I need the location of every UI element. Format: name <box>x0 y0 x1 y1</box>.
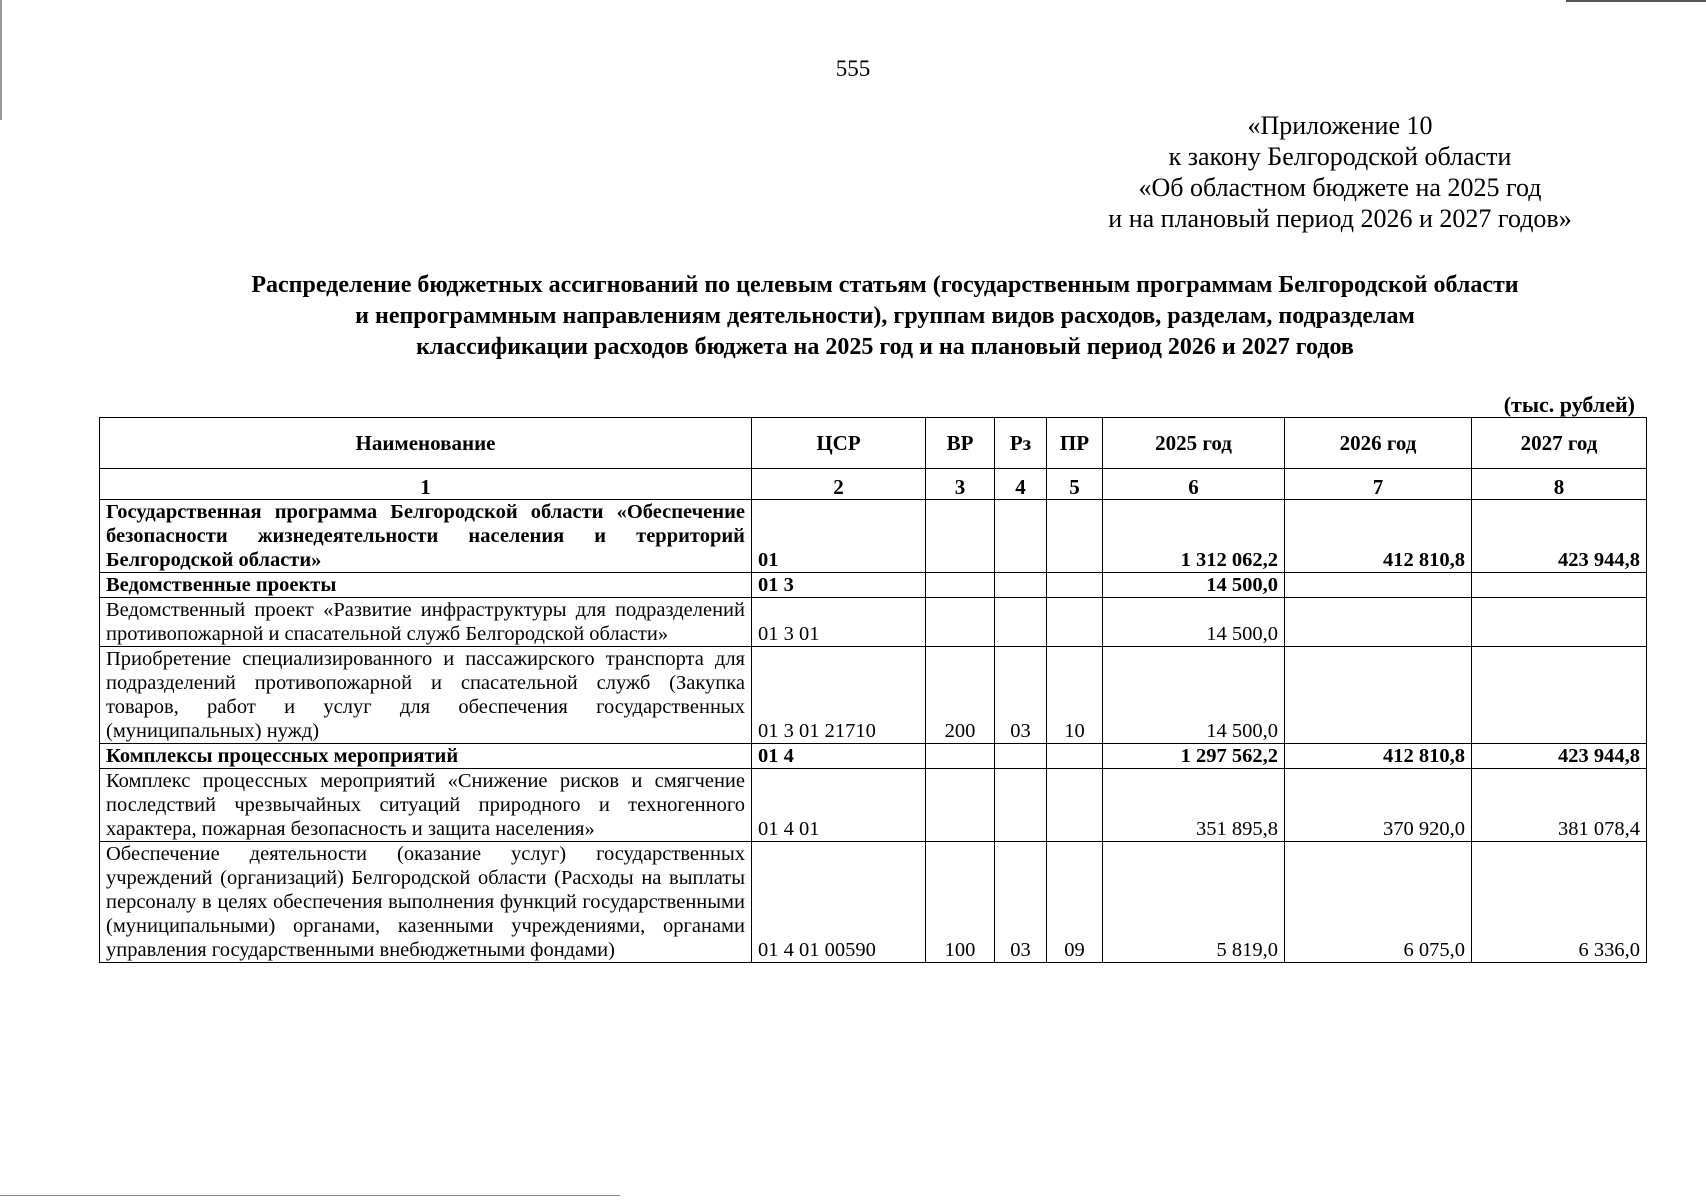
cell-name: Государственная программа Белгородской области «Обеспечение безопасности жизнедеятельности населения и территорий Белгородской области» <box>100 500 752 573</box>
column-number: 2 <box>752 469 926 500</box>
header-pr: ПР <box>1047 418 1103 469</box>
cell-csr: 01 <box>752 500 926 573</box>
cell-2025: 14 500,0 <box>1103 647 1285 744</box>
cell-2027: 6 336,0 <box>1472 842 1647 963</box>
table-row <box>100 573 1647 598</box>
appendix-line: к закону Белгородской области <box>1168 142 1512 171</box>
title-line: Распределение бюджетных ассигнований по целевым статьям (государственным программам Белгородской области <box>251 272 1519 298</box>
table-row <box>100 769 1647 842</box>
cell-csr: 01 3 01 21710 <box>752 647 926 744</box>
cell-csr: 01 4 01 00590 <box>752 842 926 963</box>
header-name: Наименование <box>100 418 752 469</box>
cell-2026 <box>1285 573 1472 598</box>
cell-rz <box>995 500 1047 573</box>
budget-table <box>99 417 1647 963</box>
cell-vr: 200 <box>926 647 995 744</box>
title-line: и непрограммным направлениям деятельности), группам видов расходов, разделам, подразделам <box>355 303 1415 329</box>
document-title <box>160 270 1610 363</box>
cell-2026: 412 810,8 <box>1285 500 1472 573</box>
column-number: 6 <box>1103 469 1285 500</box>
cell-vr <box>926 573 995 598</box>
header-rz: Рз <box>995 418 1047 469</box>
cell-2026 <box>1285 647 1472 744</box>
units-label: (тыс. рублей) <box>1503 392 1635 417</box>
cell-2026: 6 075,0 <box>1285 842 1472 963</box>
column-number: 4 <box>995 469 1047 500</box>
header-2026: 2026 год <box>1285 418 1472 469</box>
table-row <box>100 744 1647 769</box>
cell-name: Ведомственный проект «Развитие инфраструктуры для подразделений противопожарной и спасательной служб Белгородской области» <box>100 598 752 647</box>
cell-pr: 09 <box>1047 842 1103 963</box>
cell-2025: 5 819,0 <box>1103 842 1285 963</box>
cell-vr <box>926 769 995 842</box>
cell-pr <box>1047 744 1103 769</box>
cell-2025: 14 500,0 <box>1103 573 1285 598</box>
cell-name: Комплекс процессных мероприятий «Снижение рисков и смягчение последствий чрезвычайных ситуаций природного и техногенного характера, пожарная безопасность и защита населения» <box>100 769 752 842</box>
scan-edge-top-right <box>1566 0 1706 2</box>
column-number: 7 <box>1285 469 1472 500</box>
appendix-line: «Приложение 10 <box>1247 111 1433 140</box>
column-number-row <box>100 469 1647 500</box>
cell-2027 <box>1472 647 1647 744</box>
cell-pr <box>1047 769 1103 842</box>
table-row <box>100 598 1647 647</box>
cell-csr: 01 4 <box>752 744 926 769</box>
cell-2027 <box>1472 598 1647 647</box>
cell-csr: 01 3 <box>752 573 926 598</box>
header-csr: ЦСР <box>752 418 926 469</box>
cell-csr: 01 3 01 <box>752 598 926 647</box>
appendix-line: и на плановый период 2026 и 2027 годов» <box>1108 204 1572 233</box>
cell-vr <box>926 744 995 769</box>
cell-2027: 423 944,8 <box>1472 500 1647 573</box>
table-row <box>100 647 1647 744</box>
cell-rz: 03 <box>995 842 1047 963</box>
cell-2025: 1 312 062,2 <box>1103 500 1285 573</box>
cell-rz <box>995 598 1047 647</box>
column-number: 8 <box>1472 469 1647 500</box>
cell-2026: 412 810,8 <box>1285 744 1472 769</box>
cell-name: Приобретение специализированного и пассажирского транспорта для подразделений противопожарной и спасательной служб (Закупка товаров, работ и услуг для обеспечения государственных (муниципальных) нужд) <box>100 647 752 744</box>
cell-vr: 100 <box>926 842 995 963</box>
cell-2027: 381 078,4 <box>1472 769 1647 842</box>
column-number: 5 <box>1047 469 1103 500</box>
table-header-row <box>100 418 1647 469</box>
appendix-reference <box>1040 110 1640 234</box>
cell-pr: 10 <box>1047 647 1103 744</box>
cell-2025: 1 297 562,2 <box>1103 744 1285 769</box>
table-row <box>100 842 1647 963</box>
cell-2025: 351 895,8 <box>1103 769 1285 842</box>
column-number: 3 <box>926 469 995 500</box>
cell-2025: 14 500,0 <box>1103 598 1285 647</box>
cell-rz <box>995 573 1047 598</box>
cell-csr: 01 4 01 <box>752 769 926 842</box>
cell-name: Комплексы процессных мероприятий <box>100 744 752 769</box>
cell-2026 <box>1285 598 1472 647</box>
cell-pr <box>1047 598 1103 647</box>
cell-pr <box>1047 573 1103 598</box>
cell-vr <box>926 598 995 647</box>
header-2027: 2027 год <box>1472 418 1647 469</box>
page-number: 555 <box>835 56 871 81</box>
table-body <box>100 469 1647 963</box>
cell-rz: 03 <box>995 647 1047 744</box>
cell-name: Обеспечение деятельности (оказание услуг) государственных учреждений (организаций) Белгородской области (Расходы на выплаты персоналу в целях обеспечения выполнения функций государственными (муниципальными) органами, казенными учреждениями, органами управления государственными внебюджетными фондами) <box>100 842 752 963</box>
cell-rz <box>995 769 1047 842</box>
header-vr: ВР <box>926 418 995 469</box>
table-row <box>100 500 1647 573</box>
cell-2026: 370 920,0 <box>1285 769 1472 842</box>
cell-name: Ведомственные проекты <box>100 573 752 598</box>
cell-vr <box>926 500 995 573</box>
header-2025: 2025 год <box>1103 418 1285 469</box>
cell-2027: 423 944,8 <box>1472 744 1647 769</box>
appendix-line: «Об областном бюджете на 2025 год <box>1138 173 1542 202</box>
cell-2027 <box>1472 573 1647 598</box>
cell-rz <box>995 744 1047 769</box>
cell-pr <box>1047 500 1103 573</box>
title-line: классификации расходов бюджета на 2025 год и на плановый период 2026 и 2027 годов <box>416 334 1354 360</box>
scan-edge-bottom <box>0 1195 620 1196</box>
column-number: 1 <box>100 469 752 500</box>
